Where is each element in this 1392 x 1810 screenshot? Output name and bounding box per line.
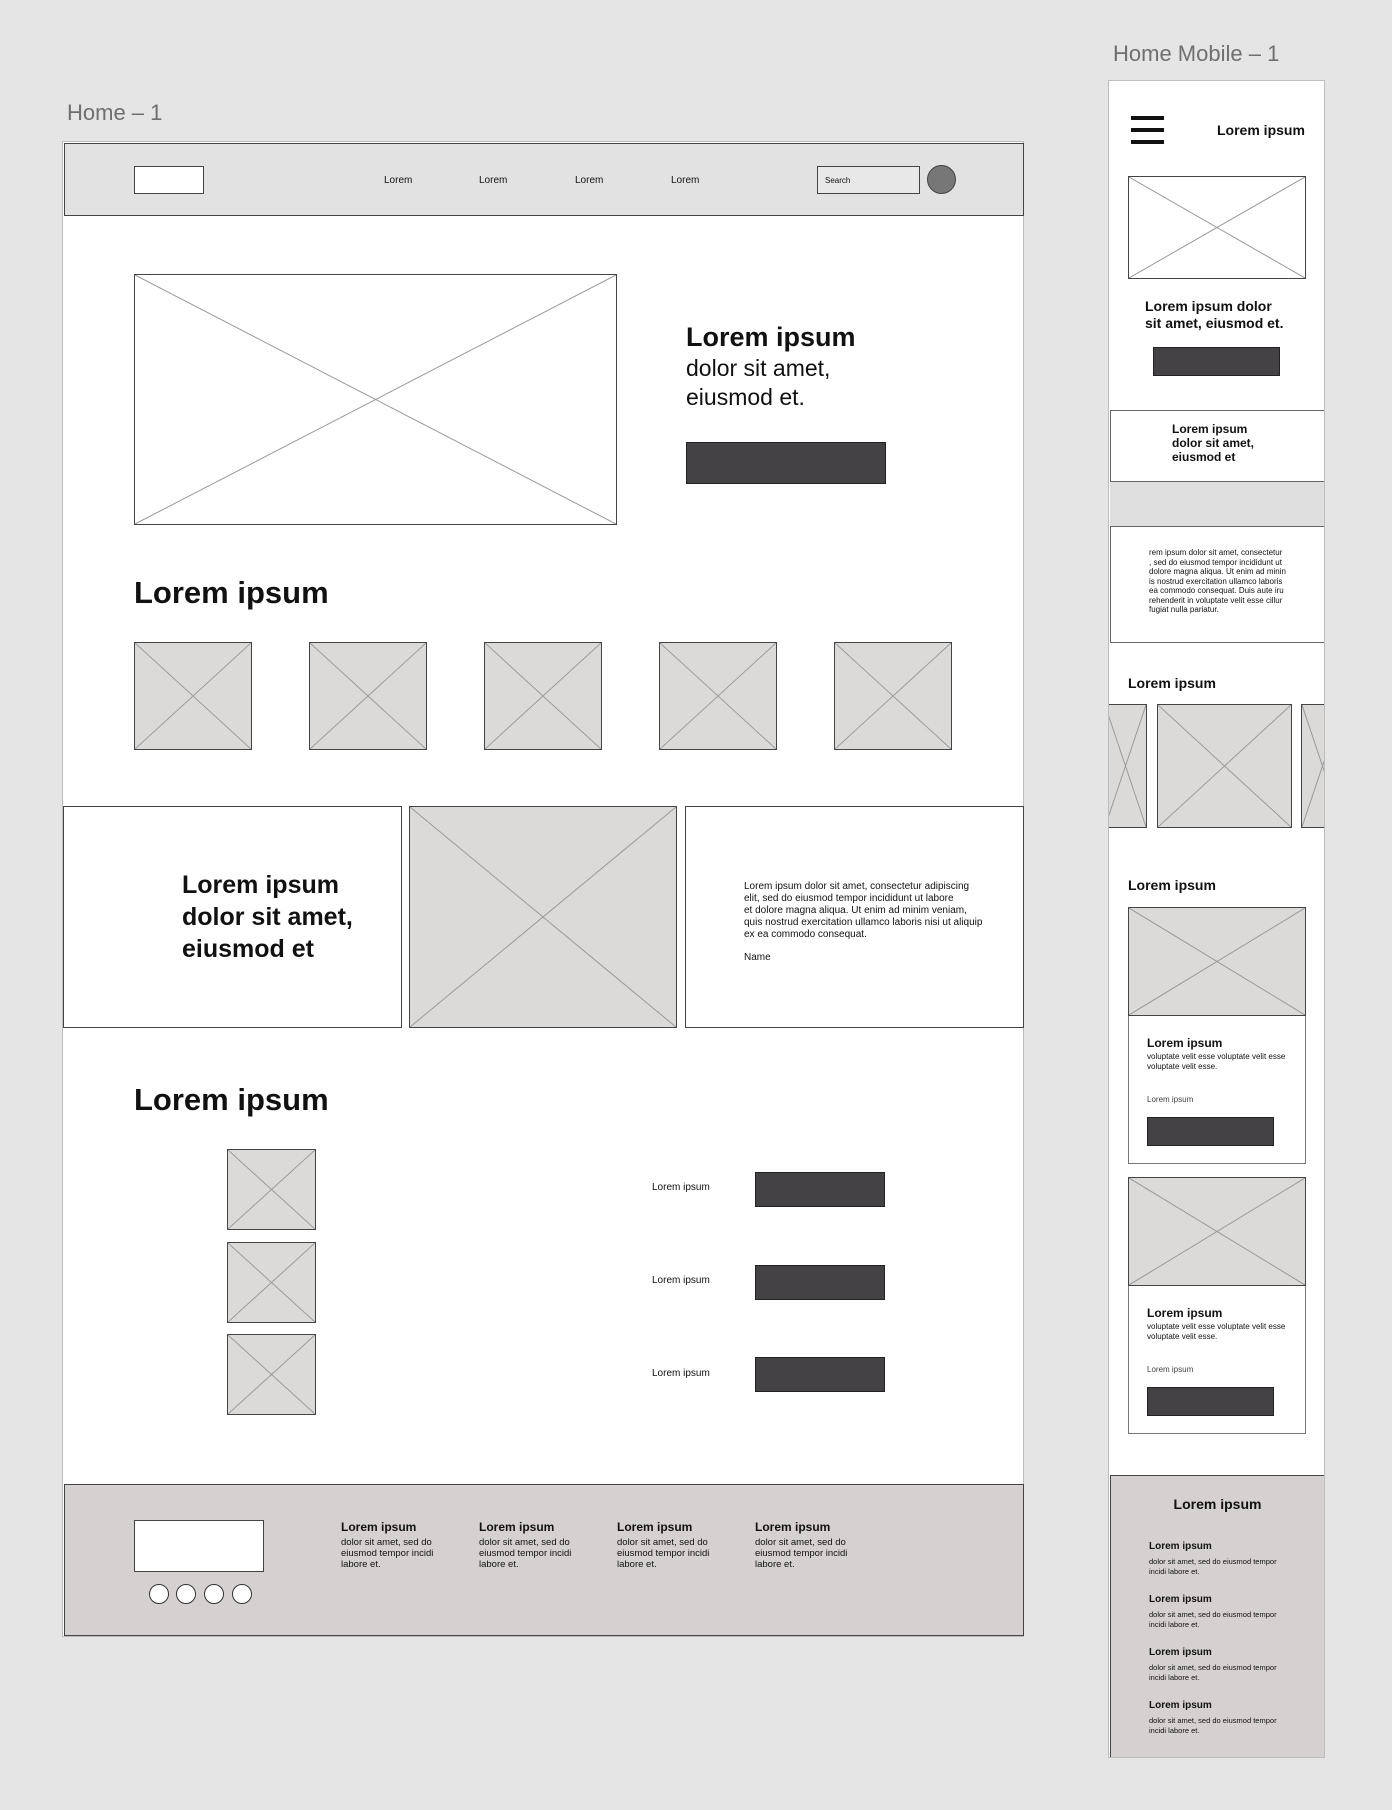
nav-bar bbox=[64, 143, 1024, 216]
section2-title: Lorem ipsum bbox=[134, 1082, 329, 1117]
footer-logo-placeholder[interactable] bbox=[134, 1520, 264, 1572]
social-icon[interactable] bbox=[204, 1584, 224, 1604]
mobile-card-title: Lorem ipsum bbox=[1147, 1306, 1223, 1320]
carousel-item[interactable] bbox=[1157, 704, 1292, 828]
desktop-artboard-label: Home – 1 bbox=[67, 100, 163, 125]
mobile-header-title: Lorem ipsum bbox=[1217, 122, 1305, 138]
mobile-card-image bbox=[1128, 907, 1306, 1016]
mobile-hero-line1: Lorem ipsum dolor bbox=[1145, 298, 1272, 314]
social-icon[interactable] bbox=[149, 1584, 169, 1604]
footer-column-1: Lorem ipsum dolor sit amet, sed do eiusmod tempor incidi labore et. bbox=[341, 1520, 434, 1570]
footer-column-4: Lorem ipsum dolor sit amet, sed do eiusmod tempor incidi labore et. bbox=[755, 1520, 848, 1570]
feature-line2: dolor sit amet, bbox=[182, 903, 353, 931]
nav-link-2[interactable]: Lorem bbox=[479, 175, 508, 186]
feature-line1: Lorem ipsum bbox=[182, 871, 339, 899]
list-row-label-2: Lorem ipsum bbox=[652, 1275, 710, 1286]
gallery-thumb[interactable] bbox=[484, 642, 602, 750]
mobile-artboard-label: Home Mobile – 1 bbox=[1113, 41, 1280, 66]
feature-text-panel bbox=[63, 806, 402, 1028]
footer-column-2: Lorem ipsum dolor sit amet, sed do eiusmod tempor incidi labore et. bbox=[479, 1520, 572, 1570]
footer-column-3: Lorem ipsum dolor sit amet, sed do eiusmod tempor incidi labore et. bbox=[617, 1520, 710, 1570]
footer bbox=[64, 1484, 1024, 1636]
list-thumb bbox=[227, 1149, 316, 1230]
hero-subtitle-line1: dolor sit amet, bbox=[686, 355, 831, 381]
list-thumb bbox=[227, 1334, 316, 1415]
mobile-footer-item: Lorem ipsum dolor sit amet, sed do eiusmod tempor incidi labore et. bbox=[1149, 1541, 1277, 1576]
mobile-quote-panel bbox=[1110, 410, 1325, 482]
mobile-quote-text: Lorem ipsum dolor sit amet, eiusmod et bbox=[1172, 422, 1255, 464]
mobile-carousel-title: Lorem ipsum bbox=[1128, 675, 1216, 691]
mobile-card bbox=[1128, 907, 1306, 1164]
carousel-item-next[interactable] bbox=[1301, 704, 1325, 828]
mobile-card-meta: Lorem ipsum bbox=[1147, 1365, 1194, 1374]
list-thumb bbox=[227, 1242, 316, 1323]
mobile-footer-title: Lorem ipsum bbox=[1173, 1496, 1262, 1512]
social-icon[interactable] bbox=[176, 1584, 196, 1604]
hero-subtitle-line2: eiusmod et. bbox=[686, 384, 805, 410]
search-input[interactable]: Search bbox=[817, 166, 920, 194]
mobile-cards-title: Lorem ipsum bbox=[1128, 877, 1216, 893]
avatar[interactable] bbox=[927, 165, 956, 194]
list-row-button-1[interactable] bbox=[755, 1172, 885, 1207]
gallery-thumb[interactable] bbox=[834, 642, 952, 750]
testimonial-name: Name bbox=[744, 952, 771, 963]
feature-image-placeholder bbox=[409, 806, 677, 1028]
mobile-card-meta: Lorem ipsum bbox=[1147, 1095, 1194, 1104]
mobile-text-panel bbox=[1110, 526, 1325, 643]
list-row-button-2[interactable] bbox=[755, 1265, 885, 1300]
feature-line3: eiusmod et bbox=[182, 935, 314, 963]
mobile-hero-image bbox=[1128, 176, 1306, 279]
mobile-card-image bbox=[1128, 1177, 1306, 1286]
list-row-label-3: Lorem ipsum bbox=[652, 1368, 710, 1379]
nav-link-4[interactable]: Lorem bbox=[671, 175, 700, 186]
mobile-card-title: Lorem ipsum bbox=[1147, 1036, 1223, 1050]
mobile-card-button[interactable] bbox=[1147, 1117, 1274, 1146]
mobile-body-text: rem ipsum dolor sit amet, consectetur , sed do eiusmod tempor incididunt ut dolore magna aliqua. Ut enim ad minin is nostrud exercitation ullamco laboris ea commodo consequat. Duis aute iru rehenderit in voluptate velit esse cillur fugiat nulla pariatur. bbox=[1149, 548, 1286, 614]
list-row-label-1: Lorem ipsum bbox=[652, 1182, 710, 1193]
mobile-footer-item: Lorem ipsum dolor sit amet, sed do eiusmod tempor incidi labore et. bbox=[1149, 1594, 1277, 1629]
mobile-footer-item: Lorem ipsum dolor sit amet, sed do eiusmod tempor incidi labore et. bbox=[1149, 1647, 1277, 1682]
mobile-divider-band bbox=[1110, 482, 1325, 526]
mobile-card-button[interactable] bbox=[1147, 1387, 1274, 1416]
social-icon[interactable] bbox=[232, 1584, 252, 1604]
gallery-thumb[interactable] bbox=[134, 642, 252, 750]
desktop-frame bbox=[62, 141, 1024, 1637]
hamburger-menu-icon[interactable] bbox=[1131, 116, 1164, 152]
section1-title: Lorem ipsum bbox=[134, 575, 329, 610]
hero-title: Lorem ipsum bbox=[686, 322, 856, 352]
mobile-footer-item: Lorem ipsum dolor sit amet, sed do eiusmod tempor incidi labore et. bbox=[1149, 1700, 1277, 1735]
mobile-hero-button[interactable] bbox=[1153, 347, 1280, 376]
testimonial-text: Lorem ipsum dolor sit amet, consectetur adipiscing elit, sed do eiusmod tempor incididunt ut labore et dolore magna aliqua. Ut enim ad minim veniam, quis nostrud exercitation ullamco laboris nisi ut aliquip ex ea commodo consequat. bbox=[744, 881, 983, 940]
mobile-footer bbox=[1110, 1475, 1325, 1758]
nav-link-1[interactable]: Lorem bbox=[384, 175, 413, 186]
mobile-card-text: voluptate velit esse voluptate velit esse voluptate velit esse. bbox=[1147, 1322, 1286, 1341]
mobile-hero-line2: sit amet, eiusmod et. bbox=[1145, 315, 1284, 331]
list-row-button-3[interactable] bbox=[755, 1357, 885, 1392]
mobile-card-text: voluptate velit esse voluptate velit esse voluptate velit esse. bbox=[1147, 1052, 1286, 1071]
hero-image-placeholder bbox=[134, 274, 617, 525]
mobile-frame bbox=[1108, 80, 1325, 1758]
hero-cta-button[interactable] bbox=[686, 442, 886, 484]
mobile-card bbox=[1128, 1177, 1306, 1434]
gallery-thumb[interactable] bbox=[309, 642, 427, 750]
gallery-thumb[interactable] bbox=[659, 642, 777, 750]
nav-link-3[interactable]: Lorem bbox=[575, 175, 604, 186]
logo-placeholder[interactable] bbox=[134, 166, 204, 194]
testimonial-panel bbox=[685, 806, 1024, 1028]
carousel-item-prev[interactable] bbox=[1108, 704, 1147, 828]
